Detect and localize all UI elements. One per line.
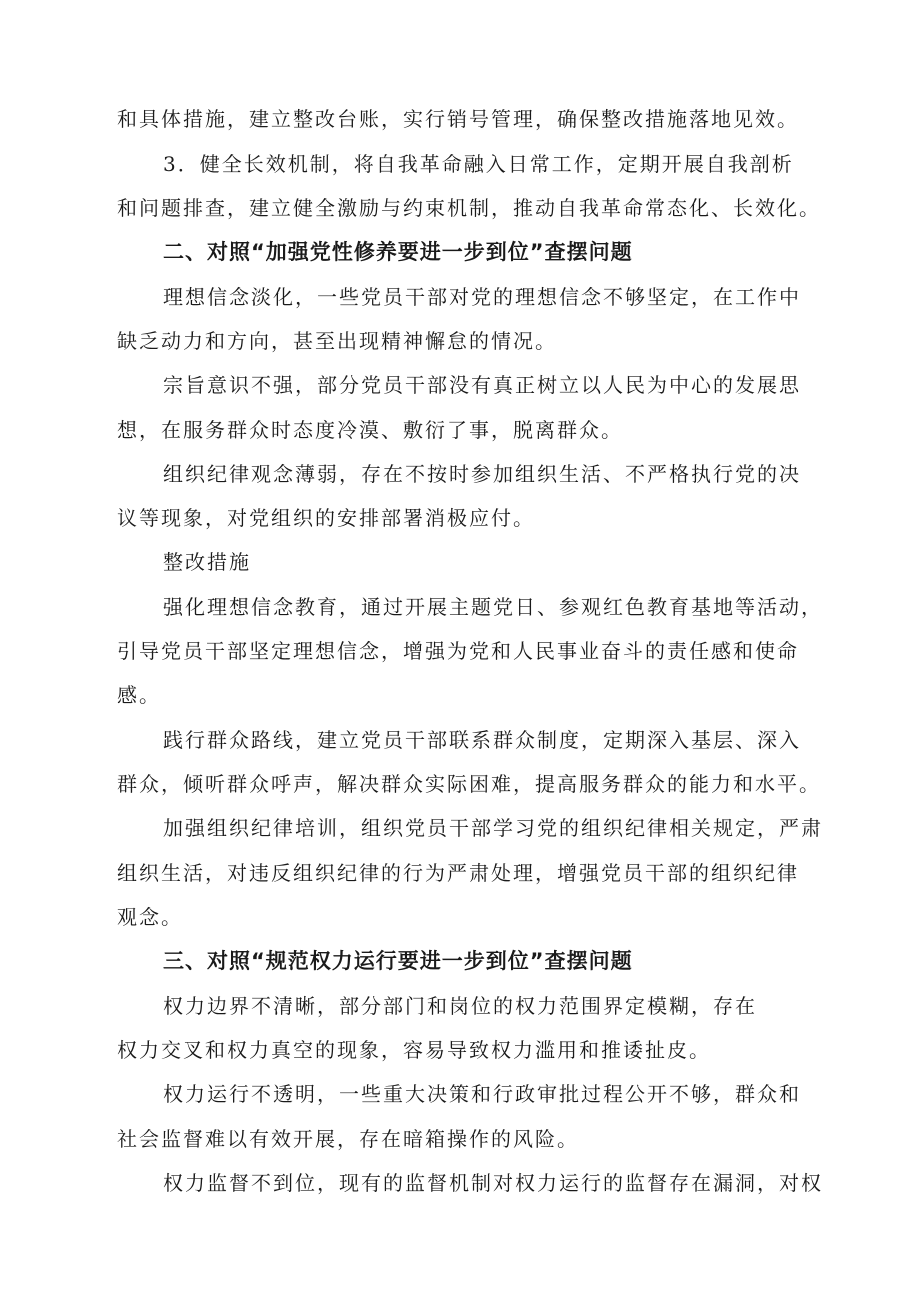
paragraph-line: 权力边界不清晰，部分部门和岗位的权力范围界定模糊，存在: [163, 994, 757, 1018]
paragraph-line: 3．健全长效机制，将自我革命融入日常工作，定期开展自我剖析: [163, 152, 794, 176]
paragraph-line: 想，在服务群众时态度冷漠、敷衍了事，脱离群众。: [117, 418, 623, 442]
paragraph-line: 缺乏动力和方向，甚至出现精神懈怠的情况。: [117, 329, 557, 353]
paragraph-line: 强化理想信念教育，通过开展主题党日、参观红色教育基地等活动，: [163, 595, 823, 619]
section-heading: 三、对照“规范权力运行要进一步到位”查摆问题: [163, 949, 633, 973]
paragraph-line: 社会监督难以有效开展，存在暗箱操作的风险。: [117, 1127, 579, 1151]
paragraph-line: 感。: [117, 683, 161, 707]
subheading: 整改措施: [163, 550, 251, 574]
paragraph-line: 权力监督不到位，现有的监督机制对权力运行的监督存在漏洞，对权: [163, 1171, 823, 1195]
paragraph-line: 观念。: [117, 905, 183, 929]
paragraph-line: 群众，倾听群众呼声，解决群众实际困难，提高服务群众的能力和水平。: [117, 772, 821, 796]
paragraph-line: 议等现象，对党组织的安排部署消极应付。: [117, 506, 535, 530]
paragraph-line: 宗旨意识不强，部分党员干部没有真正树立以人民为中心的发展思: [163, 373, 801, 397]
paragraph-line: 组织纪律观念薄弱，存在不按时参加组织生活、不严格执行党的决: [163, 462, 801, 486]
paragraph-line: 引导党员干部坚定理想信念，增强为党和人民事业奋斗的责任感和使命: [117, 639, 799, 663]
section-heading: 二、对照“加强党性修养要进一步到位”查摆问题: [163, 240, 633, 264]
paragraph-line: 权力交叉和权力真空的现象，容易导致权力滥用和推诿扯皮。: [117, 1038, 711, 1062]
paragraph-line: 理想信念淡化，一些党员干部对党的理想信念不够坚定，在工作中: [163, 285, 801, 309]
paragraph-line: 和问题排查，建立健全激励与约束机制，推动自我革命常态化、长效化。: [117, 196, 821, 220]
paragraph-line: 践行群众路线，建立党员干部联系群众制度，定期深入基层、深入: [163, 728, 801, 752]
paragraph-line: 加强组织纪律培训，组织党员干部学习党的组织纪律相关规定，严肃: [163, 816, 823, 840]
paragraph-line: 组织生活，对违反组织纪律的行为严肃处理，增强党员干部的组织纪律: [117, 861, 799, 885]
paragraph-line: 权力运行不透明，一些重大决策和行政审批过程公开不够，群众和: [163, 1082, 801, 1106]
paragraph-line: 和具体措施，建立整改台账，实行销号管理，确保整改措施落地见效。: [117, 107, 799, 131]
